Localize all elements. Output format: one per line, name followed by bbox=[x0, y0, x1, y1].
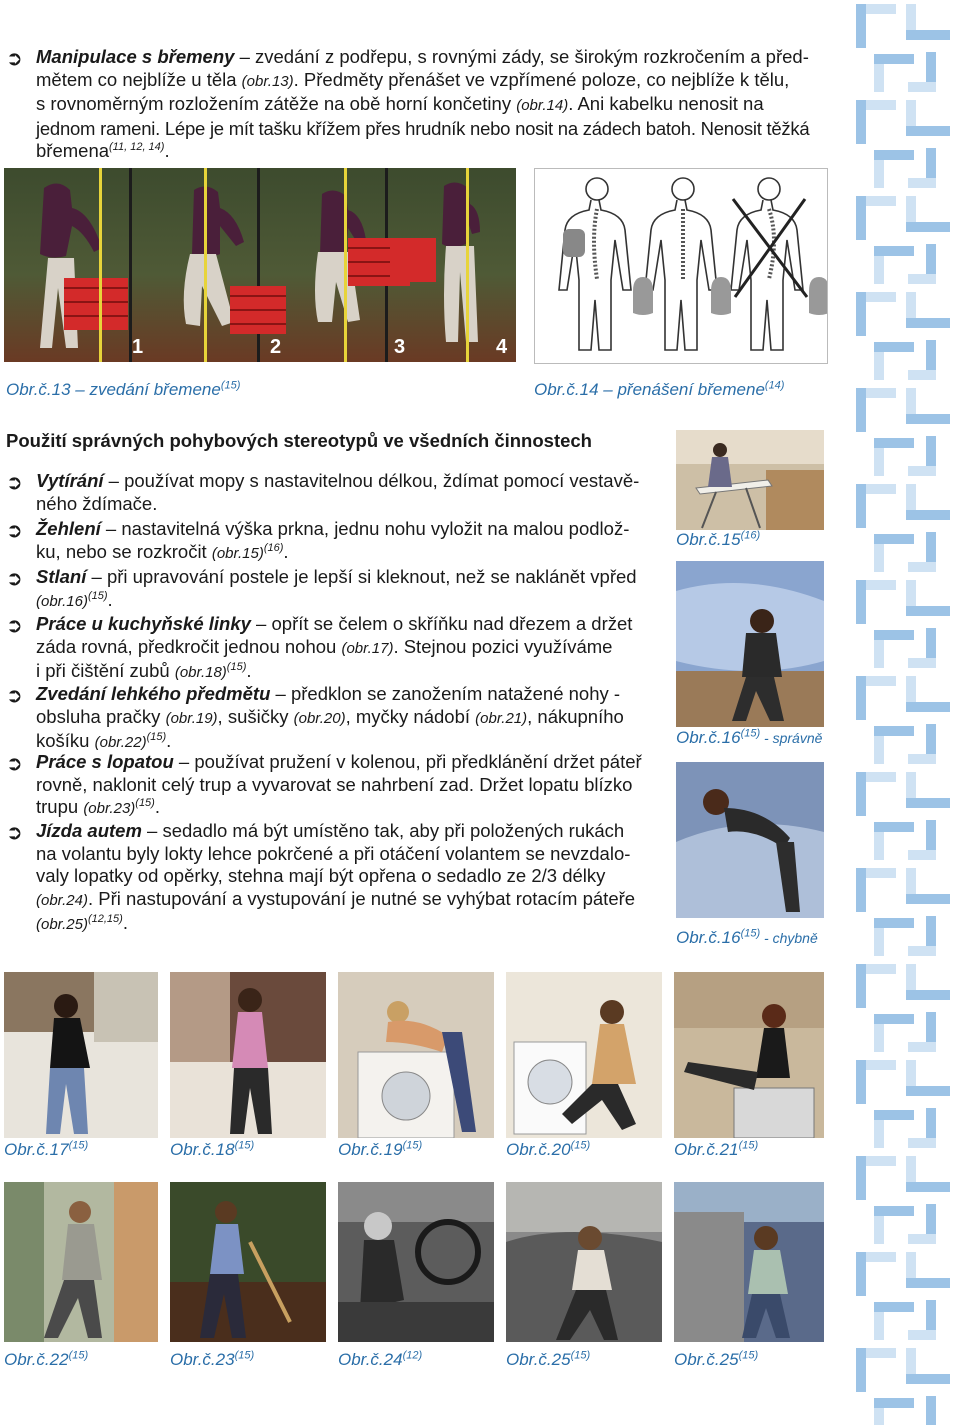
item-text: i při čištění zubů bbox=[36, 660, 175, 681]
bullet-icon: ➲ bbox=[6, 470, 23, 494]
figure-18-photo bbox=[170, 972, 326, 1138]
item-text: obsluha pračky bbox=[36, 705, 166, 727]
item-text: . bbox=[246, 660, 252, 681]
item-text: , myčky nádobí bbox=[345, 705, 476, 727]
citation: (11, 12, 14) bbox=[109, 140, 165, 153]
citation: (15) bbox=[738, 1349, 759, 1362]
intro-text: . bbox=[164, 140, 170, 161]
item-text: . Stejnou pozici využíváme bbox=[393, 635, 613, 657]
item-zvedani bbox=[36, 683, 656, 755]
figure-23-caption bbox=[170, 1350, 254, 1370]
intro-text: . Předměty přenášet ve vzpřímené poloze, co nejblíže k tělu, bbox=[293, 68, 790, 90]
caption-text: Obr.č.23 bbox=[170, 1350, 235, 1369]
figure-18-caption bbox=[170, 1140, 254, 1160]
item-text: valy lopatky od opěrky, stehna mají být opřena o sedadlo ze 2/3 délky bbox=[36, 865, 606, 886]
figure-13-caption bbox=[6, 380, 240, 400]
citation: (15) bbox=[68, 1349, 89, 1362]
citation: (15) bbox=[570, 1139, 591, 1152]
caption-text: Obr.č.16 bbox=[676, 928, 741, 947]
figure-reference: (obr.14) bbox=[516, 97, 569, 114]
figure-reference: (obr.24) bbox=[36, 891, 88, 909]
caption-text: Obr.č.21 bbox=[674, 1140, 739, 1159]
figure-20-photo bbox=[506, 972, 662, 1138]
bullet-icon: ➲ bbox=[6, 820, 23, 844]
caption-text: Obr.č.24 bbox=[338, 1350, 403, 1369]
figure-23-photo bbox=[170, 1182, 326, 1342]
caption-text: Obr.č.15 bbox=[676, 530, 741, 549]
item-text: , sušičky bbox=[217, 705, 294, 727]
citation: (15) bbox=[740, 727, 761, 740]
item-text: ku, nebo se rozkročit bbox=[36, 540, 212, 562]
item-term: Žehlení bbox=[36, 518, 101, 539]
figure-13-step-number: 3 bbox=[394, 336, 406, 358]
figure-14-caption bbox=[534, 380, 784, 400]
item-term: Práce s lopatou bbox=[36, 751, 174, 772]
figure-24-caption bbox=[338, 1350, 422, 1370]
item-text: – při upravování postele je lepší si kleknout, než se naklánět vpřed bbox=[86, 566, 637, 587]
item-text: . bbox=[107, 588, 113, 610]
item-text: . bbox=[283, 540, 289, 562]
figure-reference: (obr.16) bbox=[36, 592, 88, 610]
figure-22-caption bbox=[4, 1350, 88, 1370]
figure-25-photo-a bbox=[506, 1182, 662, 1342]
citation: (15) bbox=[226, 660, 247, 673]
caption-note: - chybně bbox=[760, 930, 818, 946]
item-vytirani bbox=[36, 470, 656, 515]
figure-13-step-number: 1 bbox=[132, 336, 144, 358]
item-text: – opřít se čelem o skříňku nad dřezem a držet bbox=[250, 613, 633, 634]
item-term: Práce u kuchyňské linky bbox=[36, 613, 251, 634]
figure-24-photo bbox=[338, 1182, 494, 1342]
figure-25-photo-b bbox=[674, 1182, 824, 1342]
item-text: – používat pružení v kolenou, při předklánění držet páteř bbox=[173, 751, 642, 772]
figure-22-photo bbox=[4, 1182, 158, 1342]
bullet-icon: ➲ bbox=[6, 613, 23, 637]
item-auto bbox=[36, 820, 656, 937]
figure-reference: (obr.22) bbox=[94, 734, 147, 751]
caption-text: Obr.č.25 bbox=[506, 1350, 571, 1369]
figure-16-wrong-caption bbox=[676, 928, 818, 948]
intro-text: břemena bbox=[36, 140, 110, 161]
intro-text: s rovnoměrným rozložením zátěže na obě horní končetiny bbox=[36, 93, 517, 114]
item-text: košíku bbox=[36, 730, 95, 751]
item-zehleni bbox=[36, 518, 656, 565]
intro-paragraph bbox=[36, 46, 836, 163]
caption-text: Obr.č.13 – zvedání břemene bbox=[6, 380, 221, 399]
citation: (14) bbox=[764, 379, 785, 392]
item-text: . bbox=[122, 912, 128, 933]
item-text: – používat mopy s nastavitelnou délkou, ždímat pomocí vestavě- bbox=[103, 470, 640, 491]
figure-19-caption bbox=[338, 1140, 422, 1160]
figure-19-photo bbox=[338, 972, 494, 1138]
figure-reference: (obr.17) bbox=[341, 639, 394, 657]
item-stlani bbox=[36, 566, 656, 613]
item-term: Stlaní bbox=[36, 566, 87, 587]
item-text: rovně, naklonit celý trup a vyvarovat se nahrbení zad. Držet lopatu blízko bbox=[36, 773, 633, 795]
citation: (15) bbox=[146, 730, 167, 743]
section-heading: Použití správných pohybových stereotypů ve všedních činnostech bbox=[6, 430, 592, 451]
item-text: trupu bbox=[36, 796, 84, 817]
item-text: ného ždímače. bbox=[36, 492, 158, 514]
intro-text: . Ani kabelku nenosit na bbox=[568, 93, 764, 114]
intro-text: – zvedání z podřepu, s rovnými zády, se širokým rozkročením a před- bbox=[234, 46, 809, 67]
caption-text: Obr.č.16 bbox=[676, 728, 741, 747]
figure-25b-caption bbox=[674, 1350, 758, 1370]
item-text: – předklon se zanožením natažené nohy - bbox=[270, 683, 621, 704]
citation: (15) bbox=[234, 1349, 255, 1362]
figure-17-photo bbox=[4, 972, 158, 1138]
bullet-icon: ➲ bbox=[6, 46, 23, 70]
item-text: – nastavitelná výška prkna, jednu nohu vyložit na malou podlož- bbox=[100, 518, 630, 539]
caption-note: - správně bbox=[760, 730, 823, 746]
figure-16-correct-photo bbox=[676, 561, 824, 727]
figure-15-photo bbox=[676, 430, 824, 530]
figure-reference: (obr.15) bbox=[211, 544, 264, 562]
caption-text: Obr.č.22 bbox=[4, 1350, 69, 1369]
decorative-side-pattern bbox=[848, 0, 960, 1425]
figure-25a-caption bbox=[506, 1350, 590, 1370]
figure-reference: (obr.23) bbox=[83, 800, 136, 817]
figure-15-caption bbox=[676, 530, 760, 550]
figure-21-caption bbox=[674, 1140, 758, 1160]
caption-text: Obr.č.17 bbox=[4, 1140, 69, 1159]
item-term: Vytírání bbox=[36, 470, 104, 491]
citation: (15) bbox=[87, 589, 108, 602]
citation: (15) bbox=[738, 1139, 759, 1152]
intro-text: jednom rameni. Lépe je mít tašku křížem přes hrudník nebo nosit na zádech batoh. Nenosit těžká bbox=[36, 117, 810, 139]
figure-20-caption bbox=[506, 1140, 590, 1160]
citation: (12) bbox=[402, 1349, 423, 1362]
intro-term: Manipulace s břemeny bbox=[36, 46, 235, 67]
figure-17-caption bbox=[4, 1140, 88, 1160]
item-text: , nákupního bbox=[527, 705, 624, 727]
item-text: . bbox=[166, 730, 172, 751]
item-text: na volantu byly lokty lehce pokrčené a při otáčení volantem se nevzdalo- bbox=[36, 842, 631, 864]
caption-text: Obr.č.18 bbox=[170, 1140, 235, 1159]
citation: (15) bbox=[68, 1139, 89, 1152]
citation: (15) bbox=[220, 379, 241, 392]
item-kuchyn bbox=[36, 613, 656, 685]
item-term: Jízda autem bbox=[36, 820, 142, 841]
citation: (15) bbox=[402, 1139, 423, 1152]
citation: (15) bbox=[234, 1139, 255, 1152]
bullet-icon: ➲ bbox=[6, 566, 23, 590]
figure-reference: (obr.25) bbox=[36, 916, 88, 933]
citation: (16) bbox=[263, 541, 284, 554]
intro-text: mětem co nejblíže u těla bbox=[36, 68, 242, 90]
citation: (16) bbox=[740, 529, 761, 542]
item-text: . bbox=[154, 796, 160, 817]
citation: (15) bbox=[740, 927, 761, 940]
bullet-icon: ➲ bbox=[6, 683, 23, 707]
figure-reference: (obr.18) bbox=[174, 664, 227, 681]
item-text: . Při nastupování a vystupování je nutné se vyhýbat rotacím páteře bbox=[87, 887, 636, 909]
citation: (12,15) bbox=[87, 912, 123, 925]
figure-reference: (obr.13) bbox=[241, 72, 294, 90]
caption-text: Obr.č.19 bbox=[338, 1140, 403, 1159]
item-term: Zvedání lehkého předmětu bbox=[36, 683, 271, 704]
bullet-icon: ➲ bbox=[6, 518, 23, 542]
caption-text: Obr.č.14 – přenášení břemene bbox=[534, 380, 765, 399]
citation: (15) bbox=[135, 796, 155, 809]
citation: (15) bbox=[570, 1349, 591, 1362]
item-text: – sedadlo má být umístěno tak, aby při položených rukách bbox=[141, 820, 625, 841]
figure-16-correct-caption bbox=[676, 728, 822, 748]
item-lopata bbox=[36, 751, 656, 821]
figure-13-step-number: 2 bbox=[270, 336, 282, 358]
caption-text: Obr.č.25 bbox=[674, 1350, 739, 1369]
figure-reference: (obr.21) bbox=[475, 709, 528, 727]
figure-13-step-number: 4 bbox=[496, 336, 508, 358]
figure-16-wrong-photo bbox=[676, 762, 824, 918]
figure-21-photo bbox=[674, 972, 824, 1138]
caption-text: Obr.č.20 bbox=[506, 1140, 571, 1159]
figure-13-photo bbox=[4, 168, 516, 362]
item-text: záda rovná, předkročit jednou nohou bbox=[36, 635, 342, 657]
figure-14-drawing bbox=[534, 168, 828, 364]
bullet-icon: ➲ bbox=[6, 751, 23, 775]
figure-reference: (obr.19) bbox=[165, 709, 218, 727]
figure-reference: (obr.20) bbox=[293, 709, 346, 727]
